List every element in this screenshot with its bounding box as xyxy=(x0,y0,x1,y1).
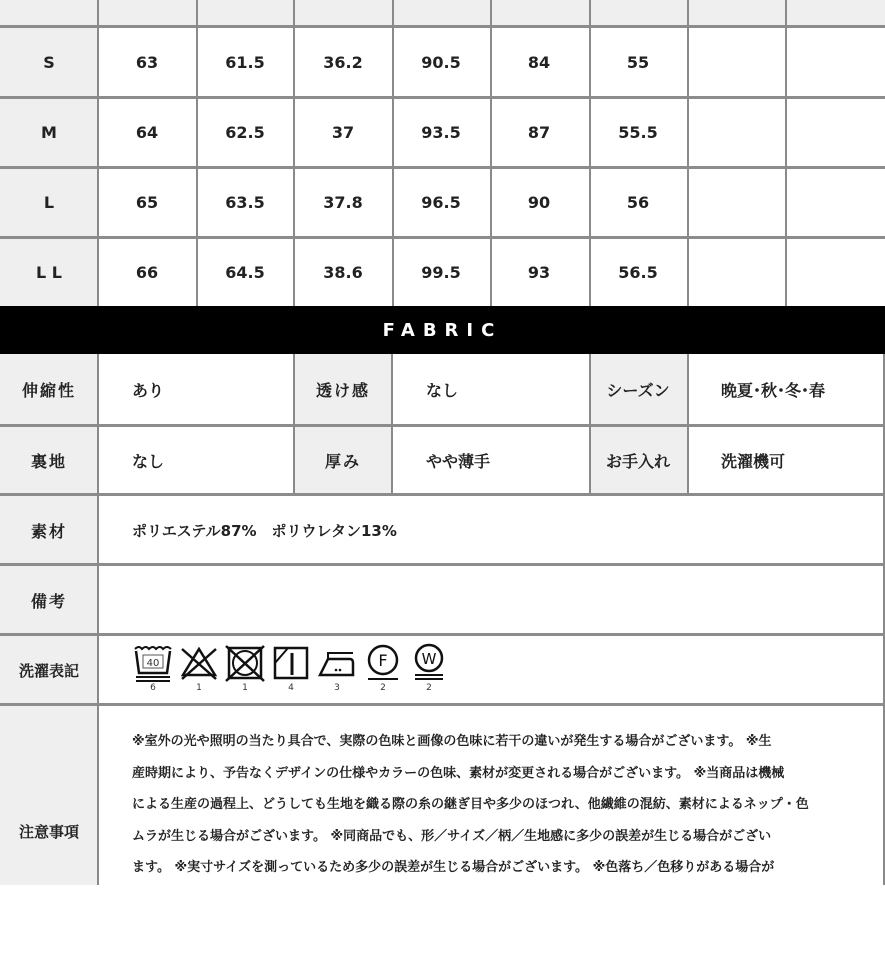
size-value: 90.5 xyxy=(421,52,461,72)
size-table-header-row xyxy=(0,0,885,26)
fabric-section-title: FABRIC xyxy=(0,306,885,354)
care-number: 3 xyxy=(334,683,340,693)
stretch-label: 伸縮性 xyxy=(21,380,76,400)
lining-label: 裏地 xyxy=(30,451,67,471)
size-label: S xyxy=(43,52,55,72)
notes-line: ムラが生じる場合がございます。 ※同商品でも、形／サイズ／柄／生地感に多少の誤差が生じる場合がござい xyxy=(132,828,772,844)
no-tumble-dry-icon xyxy=(224,643,266,693)
sheer-value: なし xyxy=(426,380,459,400)
no-bleach-icon xyxy=(178,643,220,693)
iron-low-icon xyxy=(316,643,358,693)
svg-text:F: F xyxy=(378,651,388,670)
size-value: 65 xyxy=(135,192,159,212)
size-label: L L xyxy=(36,262,62,282)
size-value: 37 xyxy=(331,122,355,142)
size-value: 66 xyxy=(135,262,159,282)
size-value: 56.5 xyxy=(618,262,658,282)
size-value: 38.6 xyxy=(323,262,363,282)
notes-line: ※室外の光や照明の当たり具合で、実際の色味と画像の色味に若干の違いが発生する場合がございます。 ※生 xyxy=(132,734,772,749)
material-label: 素材 xyxy=(30,521,67,541)
remarks-label: 備考 xyxy=(30,591,67,611)
notes-text xyxy=(132,726,852,884)
lining-value: なし xyxy=(132,451,165,471)
size-value: 55.5 xyxy=(618,122,658,142)
thickness-label: 厚み xyxy=(324,451,361,471)
material-value: ポリエステル87% ポリウレタン13% xyxy=(132,521,397,540)
size-value: 62.5 xyxy=(225,122,265,142)
season-value: 晩夏･秋･冬･春 xyxy=(721,380,826,400)
size-value: 55 xyxy=(626,52,650,72)
care-value: 洗濯機可 xyxy=(721,451,786,471)
size-value: 63.5 xyxy=(225,192,265,212)
size-value: 56 xyxy=(626,192,650,212)
size-label: L xyxy=(43,192,55,212)
size-value: 36.2 xyxy=(323,52,363,72)
dry-clean-f-icon xyxy=(362,643,404,693)
size-value: 84 xyxy=(527,52,551,72)
svg-text:40: 40 xyxy=(146,658,160,669)
size-value: 99.5 xyxy=(421,262,461,282)
care-number: 4 xyxy=(288,683,294,693)
care-label: お手入れ xyxy=(605,451,670,471)
care-number: 2 xyxy=(426,683,432,693)
svg-text:W: W xyxy=(421,650,437,668)
size-value: 63 xyxy=(135,52,159,72)
season-label: シーズン xyxy=(606,380,670,400)
notes-line: 産時期により、予告なくデザインの仕様やカラーの色味、素材が変更される場合がございます。 ※当商品は機械 xyxy=(132,765,785,781)
size-label: M xyxy=(41,122,57,142)
thickness-value: やや薄手 xyxy=(426,451,491,471)
care-number: 1 xyxy=(242,683,248,693)
size-value: 90 xyxy=(527,192,551,212)
size-value: 37.8 xyxy=(323,192,363,212)
stretch-value: あり xyxy=(132,380,165,400)
size-value: 64 xyxy=(135,122,159,142)
notes-line: による生産の過程上、どうしても生地を織る際の糸の継ぎ目や多少のほつれ、他繊維の混紡、素材によるネップ・色 xyxy=(132,797,809,812)
notes-label: 注意事項 xyxy=(18,822,79,841)
remarks-value xyxy=(98,566,883,634)
care-number: 2 xyxy=(380,683,386,693)
care-symbols xyxy=(132,643,450,693)
wash-label: 洗濯表記 xyxy=(18,661,79,680)
sheer-label: 透け感 xyxy=(315,380,370,400)
size-value: 64.5 xyxy=(225,262,265,282)
size-value: 87 xyxy=(527,122,551,142)
washtub-40-icon xyxy=(132,643,174,693)
size-value: 96.5 xyxy=(421,192,461,212)
size-value: 61.5 xyxy=(225,52,265,72)
drip-dry-shade-icon xyxy=(270,643,312,693)
care-number: 1 xyxy=(196,683,202,693)
wet-clean-w-icon xyxy=(408,643,450,693)
size-value: 93.5 xyxy=(421,122,461,142)
care-number: 6 xyxy=(150,683,156,693)
notes-line: ます。 ※実寸サイズを測っているため多少の誤差が生じる場合がございます。 ※色落ち／色移りがある場合が xyxy=(132,860,775,875)
size-value: 93 xyxy=(527,262,551,282)
